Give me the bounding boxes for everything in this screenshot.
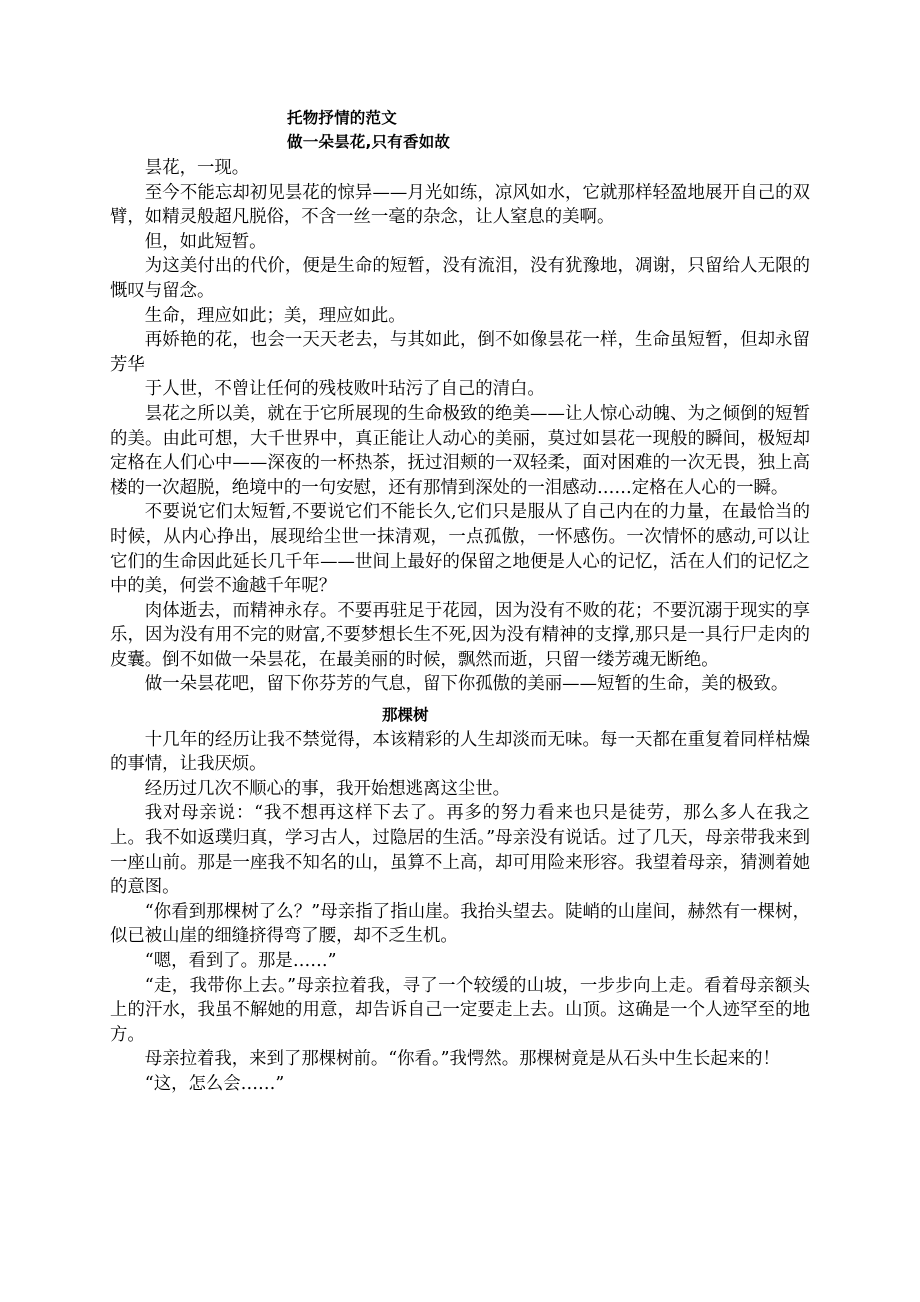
section-essay-two [110,703,810,1096]
paragraph: “走，我带你上去。”母亲拉着我，寻了一个较缓的山坡，一步步向上走。看着母亲额头上的汗水，我虽不解她的用意，却告诉自己一定要走上去。山顶。这确是一个人迹罕至的地方。 [110,975,810,1045]
paragraph: 为这美付出的代价，便是生命的短暂，没有流泪，没有犹豫地，凋谢，只留给人无限的慨叹与留念。 [110,256,810,301]
paragraph: 再娇艳的花，也会一天天老去，与其如此，倒不如像昙花一样，生命虽短暂，但却永留芳华 [110,330,810,375]
paragraph: 生命，理应如此；美，理应如此。 [144,305,406,326]
paragraph: 至今不能忘却初见昙花的惊异——月光如练，凉风如水，它就那样轻盈地展开自己的双臂，如精灵般超凡脱俗，不含一丝一毫的杂念，让人窒息的美啊。 [110,182,810,228]
paragraph: “你看到那棵树了么？”母亲指了指山崖。我抬头望去。陡峭的山崖间，赫然有一棵树，似已被山崖的细缝挤得弯了腰，却不乏生机。 [110,901,810,947]
paragraph: 于人世，不曾让任何的残枝败叶玷污了自己的清白。 [144,379,545,400]
paragraph: 母亲拉着我，来到了那棵树前。“你看。”我愕然。那棵树竟是从石头中生长起来的！ [144,1049,780,1070]
paragraph: 不要说它们太短暂,不要说它们不能长久,它们只是服从了自己内在的力量，在最恰当的时候，从内心挣出，展现给尘世一抹清观，一点孤傲，一怀感伤。一次情怀的感动,可以让它们的生命因此延长几千年——世间上最好的保留之地便是人心的记忆，活在人们的记忆之中的美，何尝不逾越千年呢？ [110,502,810,597]
paragraph: 肉体逝去，而精神永存。不要再驻足于花园，因为没有不败的花；不要沉溺于现实的享乐，因为没有用不完的财富,不要梦想长生不死,因为没有精神的支撑,那只是一具行尸走肉的皮囊。倒不如做一朵昙花，在最美丽的时候，飘然而逝，只留一缕芳魂无断绝。 [110,600,810,670]
paragraph: 昙花之所以美，就在于它所展现的生命极致的绝美——让人惊心动魄、为之倾倒的短暂的美。由此可想，大千世界中，真正能让人动心的美丽，莫过如昙花一现般的瞬间，极短却定格在人们心中——深夜的一杯热茶，抚过泪颊的一双轻柔，面对困难的一次无畏，独上高楼的一次超脱，绝境中的一句安慰，还有那情到深处的一泪感动……定格在人心的一瞬。 [110,403,810,498]
paragraph: 十几年的经历让我不禁觉得，本该精彩的人生却淡而无味。每一天都在重复着同样枯燥的事情，让我厌烦。 [110,729,810,775]
paragraph: “这，怎么会……” [144,1073,285,1094]
title-block [110,106,810,154]
document-subtitle: 做一朵昙花,只有香如故 [287,133,451,151]
section-heading: 那棵树 [382,706,429,725]
document-content [110,106,810,1096]
paragraph: “嗯，看到了。那是……” [144,950,337,971]
paragraph: 我对母亲说：“我不想再这样下去了。再多的努力看来也只是徒劳，那么多人在我之上。我不如返璞归真，学习古人，过隐居的生活。”母亲没有说话。过了几天，母亲带我来到一座山前。那是一座我不知名的山，虽算不上高，却可用险来形容。我望着母亲，猜测着她的意图。 [110,803,810,898]
paragraph: 昙花，一现。 [144,158,250,178]
paragraph: 但，如此短暂。 [144,231,267,252]
section-essay-one [110,156,810,697]
paragraph: 做一朵昙花吧，留下你芬芳的气息，留下你孤傲的美丽——短暂的生命，美的极致。 [144,674,789,695]
document-title: 托物抒情的范文 [287,109,397,127]
paragraph: 经历过几次不顺心的事，我开始想逃离这尘世。 [144,778,511,799]
